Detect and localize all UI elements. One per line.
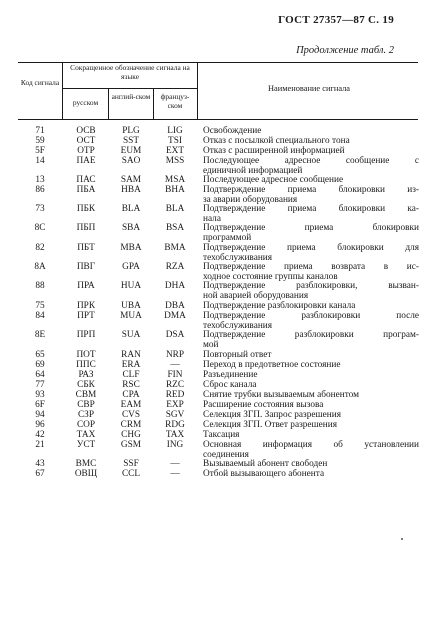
signal-code: 43 (35, 459, 45, 469)
signal-name-line: Переход в предответное состояние (203, 360, 341, 370)
abbr-russian: ПАС (76, 175, 96, 185)
abbr-english: EUM (120, 146, 142, 156)
abbr-russian: ТАХ (76, 430, 96, 440)
abbr-english: EAM (120, 400, 142, 410)
signal-code: 96 (35, 420, 45, 430)
col-divider (62, 62, 63, 120)
abbr-russian: ПБК (76, 204, 96, 214)
abbr-french: NRP (165, 350, 185, 360)
abbr-french: DBA (165, 301, 185, 311)
abbr-english: CVS (121, 410, 141, 420)
signal-name-line: Последующее адресное сообщение (203, 175, 344, 185)
abbr-french: DHA (164, 281, 186, 291)
abbr-english: SUA (121, 330, 141, 340)
signal-code: 64 (35, 370, 45, 380)
signal-name (203, 262, 419, 282)
abbr-russian: ПРП (76, 330, 96, 340)
scan-speck (401, 538, 403, 540)
signal-name (203, 156, 419, 176)
abbr-russian: СОР (76, 420, 96, 430)
abbr-english: CLF (122, 370, 140, 380)
abbr-english: CHG (121, 430, 141, 440)
signal-name (203, 420, 419, 430)
abbr-russian: ПРК (76, 301, 96, 311)
signal-name (203, 440, 419, 460)
abbr-french: FIN (167, 370, 183, 380)
header-code: Код сигнала (20, 78, 60, 87)
abbr-russian: ПВГ (76, 262, 96, 272)
table-continuation-label: Продолжение табл. 2 (296, 45, 394, 56)
signal-name-line: Таксация (203, 430, 240, 440)
signal-name-line: Отбой вызывающего абонента (203, 469, 325, 479)
signal-name (203, 410, 419, 420)
abbr-french: MSA (164, 175, 186, 185)
signal-name (203, 175, 419, 185)
abbr-english: CCL (121, 469, 141, 479)
abbr-french: BLA (165, 204, 185, 214)
signal-code: 69 (35, 360, 45, 370)
abbr-russian: СВР (77, 400, 95, 410)
abbr-french: RED (165, 390, 185, 400)
signal-code: 88 (35, 281, 45, 291)
signal-code: 21 (35, 440, 45, 450)
abbr-english: RSC (122, 380, 140, 390)
abbr-russian: ПОТ (76, 350, 96, 360)
abbr-english: RAN (121, 350, 141, 360)
signal-code: 94 (35, 410, 45, 420)
signal-code: 75 (35, 301, 45, 311)
abbr-french: EXP (166, 400, 184, 410)
signal-name-line: Расширение состояния вызова (203, 400, 324, 410)
document-header: ГОСТ 27357—87 С. 19 (278, 14, 394, 26)
signal-name-line: Вызываемый абонент свободен (203, 459, 328, 469)
abbr-russian: РАЗ (78, 370, 94, 380)
abbr-russian: ОВЩ (74, 469, 98, 479)
signal-code: 77 (35, 380, 45, 390)
signal-name (203, 400, 419, 410)
signal-name (203, 459, 419, 469)
signal-name-line: Подтверждение разблокировки програм- (203, 330, 419, 340)
abbr-french: TAX (165, 430, 185, 440)
header-french: француз-ском (160, 92, 190, 110)
signal-name-line: Селекция ЗГП. Ответ разрешения (203, 420, 338, 430)
signal-name (203, 126, 419, 136)
abbr-english: CRM (120, 420, 142, 430)
abbr-russian: СБК (77, 380, 95, 390)
signal-name (203, 311, 419, 331)
abbr-french: BHA (165, 185, 185, 195)
header-bottom-rule (18, 119, 418, 120)
signal-name (203, 469, 419, 479)
abbr-french: EXT (165, 146, 185, 156)
abbr-english: ERA (121, 360, 141, 370)
col-divider (197, 62, 198, 120)
abbr-french: RZA (165, 262, 185, 272)
signal-code: 8A (34, 262, 46, 272)
abbr-russian: ОТР (77, 146, 95, 156)
signal-name-line: Подтверждение приема блокировки из- (203, 185, 419, 195)
abbr-english: HBA (121, 185, 141, 195)
abbr-english: SAM (120, 175, 142, 185)
signal-name-line: Отказ с посылкой специального тона (203, 136, 350, 146)
abbr-french: — (170, 459, 180, 469)
signal-name-line: Освобождение (203, 126, 262, 136)
signal-name (203, 370, 419, 380)
signal-code: 14 (35, 156, 45, 166)
signal-name (203, 204, 419, 224)
signal-code: 8C (34, 223, 46, 233)
header-signal-name: Наименование сигнала (267, 84, 351, 93)
signal-name-line: Подтверждение разблокировки, вызван- (203, 281, 419, 291)
signal-name-line: Подтверждение разблокировки после (203, 311, 419, 321)
signal-code: 93 (35, 390, 45, 400)
abbr-french: DMA (164, 311, 186, 321)
signal-name-line: Снятие трубки вызываемым абонентом (203, 390, 360, 400)
signal-code: 67 (35, 469, 45, 479)
signal-code: 71 (35, 126, 45, 136)
subheader-rule (62, 88, 197, 89)
signal-name-line: Подтверждение разблокировки канала (203, 301, 356, 311)
signal-code: 65 (35, 350, 45, 360)
signal-name-line: Селекция ЗГП. Запрос разрешения (203, 410, 342, 420)
abbr-russian: ПБП (76, 223, 96, 233)
signal-name (203, 136, 419, 146)
abbr-russian: ПБА (76, 185, 96, 195)
header-english: англий-ском (111, 92, 151, 101)
signal-name-line: Разъединение (203, 370, 258, 380)
abbr-french: MSS (165, 156, 185, 166)
abbr-english: MUA (120, 311, 142, 321)
signal-name-line: Подтверждение приема блокировки для (203, 243, 419, 253)
abbr-russian: ОСВ (76, 126, 96, 136)
abbr-russian: ВМС (75, 459, 97, 469)
signal-name-line: за аварии оборудования (203, 195, 298, 205)
abbr-french: — (170, 360, 180, 370)
abbr-french: BSA (165, 223, 185, 233)
abbr-english: SBA (121, 223, 141, 233)
signal-name (203, 185, 419, 205)
signal-name (203, 380, 419, 390)
signal-code: 84 (35, 311, 45, 321)
signal-name-line: Подтверждение приема возврата в ис- (203, 262, 419, 272)
abbr-english: SAO (121, 156, 141, 166)
signal-name-line: Последующее адресное сообщение с (203, 156, 419, 166)
header-russian: русском (72, 98, 99, 107)
abbr-english: SST (122, 136, 140, 146)
signal-code: 42 (35, 430, 45, 440)
abbr-russian: СВМ (75, 390, 97, 400)
signal-code: 6F (35, 400, 45, 410)
abbr-russian: ПБТ (77, 243, 95, 253)
abbr-russian: ПРА (77, 281, 95, 291)
abbr-russian: ППС (76, 360, 96, 370)
signal-code: 59 (35, 136, 45, 146)
abbr-russian: ОСТ (76, 136, 96, 146)
signal-code: 82 (35, 243, 45, 253)
signal-name (203, 430, 419, 440)
signal-name (203, 146, 419, 156)
abbr-french: BMA (164, 243, 186, 253)
signal-name (203, 350, 419, 360)
signal-name-line: программой (203, 233, 252, 243)
signal-name-line: нала (203, 214, 221, 224)
abbr-english: UBA (121, 301, 141, 311)
abbr-russian: ПРТ (77, 311, 95, 321)
signal-name-line: мой (203, 340, 219, 350)
abbr-english: GPA (122, 262, 140, 272)
abbr-french: TSI (168, 136, 182, 146)
abbr-french: RZC (165, 380, 185, 390)
signal-name (203, 243, 419, 263)
abbr-english: PLG (122, 126, 140, 136)
abbr-russian: СЗР (77, 410, 95, 420)
signal-name-line: ходное состояние группы каналов (203, 272, 338, 282)
abbr-english: HUA (120, 281, 142, 291)
abbr-french: RDG (165, 420, 185, 430)
signal-name-line: единичной информацией (203, 166, 303, 176)
abbr-english: SSF (123, 459, 139, 469)
signal-name-line: Подтверждение приема блокировки ка- (203, 204, 419, 214)
signal-name-line: соединения (203, 450, 249, 460)
abbr-english: CPA (122, 390, 140, 400)
signal-code: 5F (35, 146, 45, 156)
abbr-english: GSM (120, 440, 142, 450)
signal-code: 8E (34, 330, 46, 340)
abbr-french: ING (166, 440, 184, 450)
signal-name-line: ной аварией оборудования (203, 291, 309, 301)
signal-name-line: Отказ с расширенной информацией (203, 146, 345, 156)
signal-name-line: техобслуживания (203, 253, 273, 263)
signal-name (203, 330, 419, 350)
abbr-russian: ПАЕ (76, 156, 96, 166)
col-divider (108, 88, 109, 120)
abbr-french: LIG (167, 126, 183, 136)
signal-code: 73 (35, 204, 45, 214)
abbr-french: — (170, 469, 180, 479)
signal-name (203, 360, 419, 370)
signal-name-line: Сброс канала (203, 380, 257, 390)
abbr-english: MBA (120, 243, 142, 253)
signal-name-line: Подтверждение приема блокировки (203, 223, 419, 233)
abbr-french: DSA (165, 330, 185, 340)
abbr-english: BLA (121, 204, 141, 214)
signal-name (203, 390, 419, 400)
signal-name-line: Повторный ответ (203, 350, 272, 360)
abbr-russian: УСТ (76, 440, 96, 450)
signal-name-line: Основная информация об установлении (203, 440, 419, 450)
abbr-french: SGV (165, 410, 185, 420)
signal-name (203, 281, 419, 301)
signal-name (203, 223, 419, 243)
signal-code: 13 (35, 175, 45, 185)
signal-name-line: техобслуживания (203, 321, 273, 331)
signal-name (203, 301, 419, 311)
header-abbreviation-group: Сокращенное обозначение сигнала на языке (70, 63, 190, 81)
signal-code: 86 (35, 185, 45, 195)
